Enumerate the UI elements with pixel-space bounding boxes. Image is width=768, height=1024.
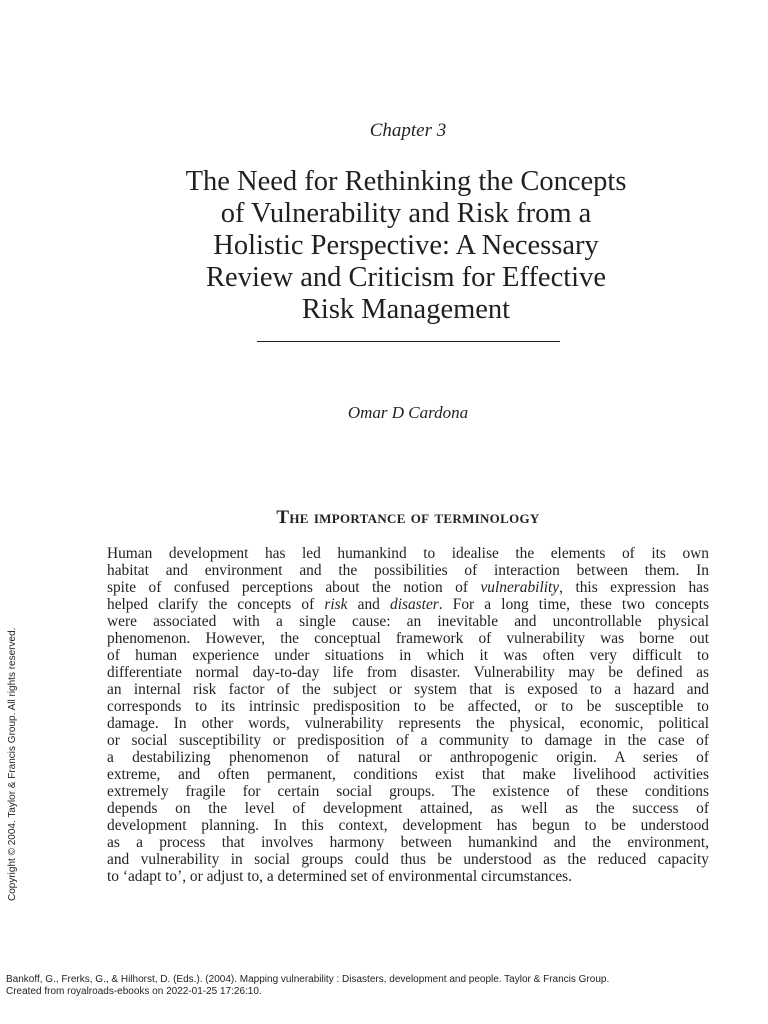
body-text-run: and	[347, 596, 391, 613]
chapter-title-line: of Vulnerability and Risk from a	[220, 198, 592, 229]
emphasis-risk: risk	[324, 596, 348, 613]
body-line: and vulnerability in social groups could thus be understood as the reduced capacity	[107, 851, 709, 868]
title-divider	[257, 341, 560, 342]
body-line	[107, 579, 709, 596]
body-text-run: . For a long time, these two concepts	[438, 596, 709, 613]
body-text-run: spite of confused perceptions about the notion of	[107, 579, 481, 596]
body-line: of human experience under situations in which it was often very difficult to	[107, 647, 709, 664]
footer-created: Created from royalroads-ebooks on 2022-01-25 17:26:10.	[6, 986, 262, 997]
page-footer	[6, 974, 609, 998]
body-line: development planning. In this context, development has begun to be understood	[107, 817, 709, 834]
chapter-title-line: Holistic Perspective: A Necessary	[213, 230, 599, 261]
body-line: Human development has led humankind to idealise the elements of its own	[107, 545, 709, 562]
footer-citation: Bankoff, G., Frerks, G., & Hilhorst, D. (Eds.). (2004). Mapping vulnerability : Disasters, development and people. Taylor & Francis Group.	[6, 974, 610, 985]
section-heading: The importance of terminology	[276, 507, 540, 528]
sidebar-copyright: Copyright © 2004. Taylor & Francis Group. All rights reserved.	[7, 627, 18, 901]
emphasis-vulnerability: vulnerability	[480, 579, 560, 596]
chapter-title-line: Risk Management	[301, 294, 511, 325]
chapter-title-line: Review and Criticism for Effective	[206, 262, 606, 293]
body-line: were associated with a single cause: an inevitable and uncontrollable physical	[107, 613, 709, 630]
body-line	[107, 596, 709, 613]
emphasis-disaster: disaster	[390, 596, 439, 613]
body-line: extremely fragile for certain social groups. The existence of these conditions	[107, 783, 709, 800]
body-line: a destabilizing phenomenon of natural or anthropogenic origin. A series of	[107, 749, 709, 766]
body-line: habitat and environment and the possibilities of interaction between them. In	[107, 562, 709, 579]
body-line: damage. In other words, vulnerability represents the physical, economic, political	[107, 715, 709, 732]
body-line: differentiate normal day-to-day life from disaster. Vulnerability may be defined as	[107, 664, 709, 681]
body-text-run: helped clarify the concepts of	[107, 596, 325, 613]
chapter-title	[100, 166, 712, 326]
body-paragraph	[107, 545, 709, 885]
chapter-title-line: The Need for Rethinking the Concepts	[185, 166, 627, 197]
body-line: or social susceptibility or predisposition of a community to damage in the case of	[107, 732, 709, 749]
author-name: Omar D Cardona	[347, 403, 469, 422]
body-line: extreme, and often permanent, conditions exist that make livelihood activities	[107, 766, 709, 783]
body-line: as a process that involves harmony between humankind and the environment,	[107, 834, 709, 851]
body-line: corresponds to its intrinsic predisposition to be affected, or to be susceptible to	[107, 698, 709, 715]
body-line: an internal risk factor of the subject or system that is exposed to a hazard and	[107, 681, 709, 698]
body-line: phenomenon. However, the conceptual framework of vulnerability was borne out	[107, 630, 709, 647]
chapter-label: Chapter 3	[369, 120, 447, 141]
body-text-run: , this expression has	[559, 579, 709, 596]
body-line: depends on the level of development attained, as well as the success of	[107, 800, 709, 817]
body-line: to ‘adapt to’, or adjust to, a determined set of environmental circumstances.	[107, 868, 572, 885]
